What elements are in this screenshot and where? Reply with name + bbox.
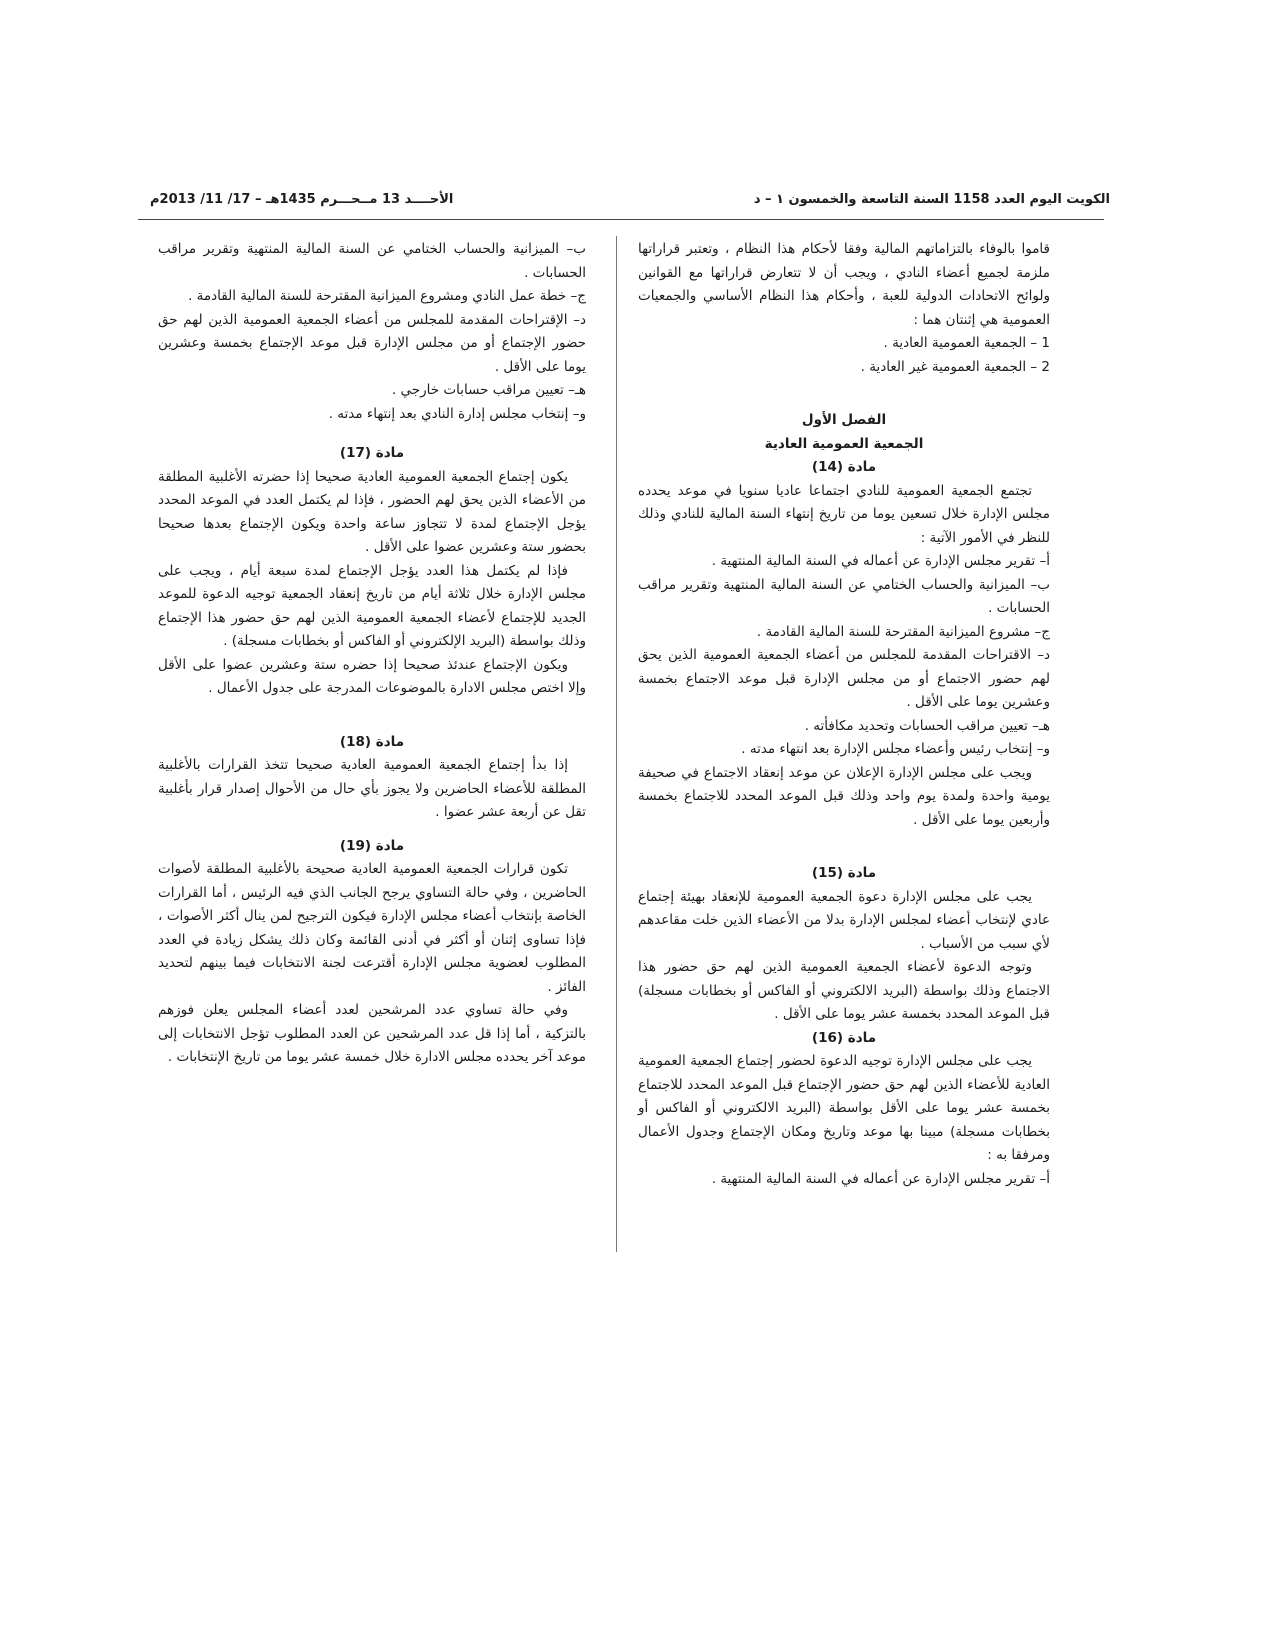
article-18-body: إذا بدأ إجتماع الجمعية العمومية العادية صحيحا تتخذ القرارات بالأغلبية المطلقة للأعضاء الحاضرين ولا يجوز بأي حال من الأحوال إصدار قرار بأغلبية تقل عن أربعة عشر عضوا .	[158, 757, 586, 820]
article-19-paragraph: وفي حالة تساوي عدد المرشحين لعدد أعضاء المجلس يعلن فوزهم بالتزكية ، أما إذا قل عدد المرشحين عن العدد المطلوب تؤجل الانتخابات إلى موعد آخر يحدده مجلس الادارة خلال خمسة عشر يوما من تاريخ الإنتخابات .	[158, 1002, 586, 1065]
article-15-paragraph: يجب على مجلس الإدارة دعوة الجمعية العمومية للإنعقاد بهيئة إجتماع عادي لإنتخاب أعضاء لمجلس الإدارة بدلا من الأعضاء الذين خلت مقاعدهم لأي سبب من الأسباب .	[638, 888, 1050, 952]
list-item: 1 – الجمعية العمومية العادية .	[883, 335, 1050, 351]
left-column	[158, 238, 586, 1070]
right-column	[638, 238, 1050, 1191]
list-item: د– الإقتراحات المقدمة للمجلس من أعضاء الجمعية العمومية الذين لهم حق حضور الإجتماع أو من مجلس الإدارة قبل موعد الإجتماع بخمسة وعشرين يوما على الأقل .	[158, 311, 586, 375]
article-15-title: مادة (15)	[811, 865, 877, 881]
list-item: د– الاقتراحات المقدمة للمجلس من أعضاء الجمعية العمومية الذين يحق لهم حضور الاجتماع أو من مجلس الإدارة قبل موعد الاجتماع بخمسة وعشرين يوما على الأقل .	[638, 647, 1050, 710]
list-item: ج– مشروع الميزانية المقترحة للسنة المالية القادمة .	[756, 623, 1050, 640]
article-16-body: يجب على مجلس الإدارة توجيه الدعوة لحضور إجتماع الجمعية العمومية العادية للأعضاء الذين لهم حق حضور الإجتماع قبل الموعد المحدد للاجتماع بخمسة عشر يوما على الأقل بواسطة (البريد الالكتروني أو الفاكس أو بخطابات مسجلة) مبينا بها موعد وتاريخ ومكان الإجتماع وجدول الأعمال ومرفقا به :	[638, 1053, 1050, 1163]
article-19-title: مادة (19)	[339, 837, 405, 854]
column-divider	[616, 236, 617, 1252]
list-item: 2 – الجمعية العمومية غير العادية .	[860, 358, 1050, 375]
article-18-title: مادة (18)	[339, 733, 405, 750]
page-header	[150, 192, 1110, 218]
article-14-body: تجتمع الجمعية العمومية للنادي اجتماعا عاديا سنويا في موعد يحدده مجلس الإدارة خلال تسعين يوما من تاريخ إنتهاء السنة المالية للنادي وذلك للنظر في الأمور الآتية :	[638, 482, 1050, 546]
list-item: و– إنتخاب مجلس إدارة النادي بعد إنتهاء مدته .	[328, 405, 586, 422]
list-item: هـ– تعيين مراقب حسابات خارجي .	[391, 382, 586, 398]
article-17-title: مادة (17)	[339, 445, 405, 461]
list-item: أ– تقرير مجلس الإدارة عن أعماله في السنة المالية المنتهية .	[711, 1170, 1050, 1187]
intro-paragraph: قاموا بالوفاء بالتزاماتهم المالية وفقا لأحكام هذا النظام ، وتعتبر قراراتها ملزمة لجميع أعضاء النادي ، ويجب أن لا تتعارض قراراتها مع القوانين ولوائح الاتحادات الدولية للعبة ، وأحكام هذا النظام الأساسي والجمعيات العمومية هي إثنتان هما :	[638, 241, 1050, 328]
article-14-title: مادة (14)	[811, 459, 877, 475]
list-item: و– إنتخاب رئيس وأعضاء مجلس الإدارة بعد انتهاء مدته .	[741, 741, 1050, 757]
article-17-paragraph: ويكون الإجتماع عندئذ صحيحا إذا حضره ستة وعشرين عضوا على الأقل وإلا اختص مجلس الادارة بالموضوعات المدرجة على جدول الأعمال .	[158, 656, 586, 696]
list-item: ب– الميزانية والحساب الختامي عن السنة المالية المنتهية وتقرير مراقب الحسابات .	[638, 576, 1050, 616]
chapter-title: الفصل الأول	[801, 412, 887, 428]
list-item: أ– تقرير مجلس الإدارة عن أعماله في السنة المالية المنتهية .	[711, 553, 1050, 569]
article-14-closing: ويجب على مجلس الإدارة الإعلان عن موعد إنعقاد الاجتماع في صحيفة يومية واحدة ولمدة يوم واحد وذلك قبل الموعد المحدد للاجتماع بخمسة وأربعين يوما على الأقل .	[638, 764, 1050, 828]
article-19-paragraph: تكون قرارات الجمعية العمومية العادية صحيحة بالأغلبية المطلقة لأصوات الحاضرين ، وفي حالة التساوي يرجح الجانب الذي فيه الرئيس ، أما القرارات الخاصة بإنتخاب أعضاء مجلس الإدارة فيكون الترجيح لمن ينال أكثر الأصوات ، فإذا تساوى إثنان أو أكثر في أدنى القائمة وكان ذلك يشكل زيادة في العدد المطلوب لعضوية مجلس الإدارة أقترعت لجنة الانتخابات فيما بينهم لتحديد الفائز .	[158, 861, 586, 995]
gazette-date: الأحــــد 13 مــحـــرم 1435هـ – 17/ 11/ 2013م	[150, 192, 454, 207]
gazette-issue-info: الكويت اليوم العدد 1158 السنة التاسعة والخمسون ١ – د	[753, 192, 1110, 207]
list-item: هـ– تعيين مراقب الحسابات وتحديد مكافأته .	[804, 717, 1050, 734]
chapter-subtitle: الجمعية العمومية العادية	[764, 435, 924, 452]
article-16-title: مادة (16)	[811, 1029, 877, 1046]
article-17-paragraph: فإذا لم يكتمل هذا العدد يؤجل الإجتماع لمدة سبعة أيام ، ويجب على مجلس الإدارة خلال ثلاثة أيام من تاريخ إنعقاد الجمعية توجيه الدعوة للموعد الجديد للإجتماع لأعضاء الجمعية العمومية الذين لهم حق حضور هذا الإجتماع وذلك بواسطة (البريد الإلكتروني أو الفاكس أو بخطابات مسجلة) .	[158, 562, 586, 649]
list-item: ب– الميزانية والحساب الختامي عن السنة المالية المنتهية وتقرير مراقب الحسابات .	[158, 241, 586, 281]
article-15-paragraph: وتوجه الدعوة لأعضاء الجمعية العمومية الذين لهم حق حضور هذا الاجتماع وذلك بواسطة (البريد الالكتروني أو الفاكس أو بخطابات مسجلة) قبل الموعد المحدد بخمسة عشر يوما على الأقل .	[638, 959, 1050, 1022]
header-rule	[138, 219, 1104, 220]
list-item: ج– خطة عمل النادي ومشروع الميزانية المقترحة للسنة المالية القادمة .	[188, 288, 586, 304]
article-17-paragraph: يكون إجتماع الجمعية العمومية العادية صحيحا إذا حضرته الأغلبية المطلقة من الأعضاء الذين يحق لهم الحضور ، فإذا لم يكتمل العدد في الموعد المحدد يؤجل الإجتماع لمدة لا تتجاوز ساعة واحدة ويكون الإجتماع بعدها صحيحا بحضور ستة وعشرين عضوا على الأقل .	[158, 468, 586, 555]
